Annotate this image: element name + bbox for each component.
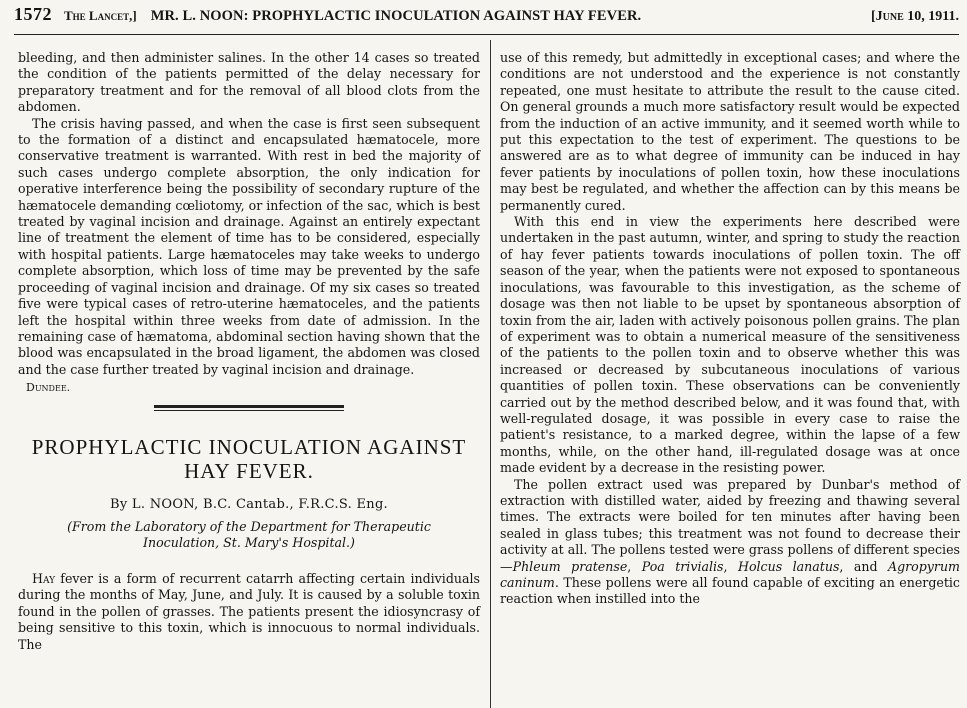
paragraph-text: . These pollens were all found capable of exciting an energetic reaction when instilled into the [500, 575, 960, 607]
intro-text: fever is a form of recurrent catarrh affecting certain individuals during the months of May, June, and July. It is caused by a soluble toxin found in the pollen of grasses. The patients present the idiosyncrasy of being sensitive to this toxin, which is innocuous to normal individuals. The [18, 570, 480, 652]
separator: , [627, 558, 642, 574]
affiliation-line: Inoculation, St. Mary's Hospital.) [143, 534, 355, 550]
paragraph: use of this remedy, but admittedly in exceptional cases; and where the conditions are not understood and the experience is not constantly repeated, one must hesitate to attribute the result to the cause cited. On general grounds a much more satisfactory result would be expected from the induction of an active immunity, and it seemed worth while to put this expectation to the test of experiment. The questions to be answered are as to what degree of immunity can be induced in hay fever patients by inoculations of pollen toxin, how these inoculations may best be regulated, and whether the affection can by this means be permanently cured. [500, 50, 960, 213]
section-separator [154, 405, 344, 411]
species-name: Poa trivialis [641, 558, 724, 574]
column-divider [490, 40, 491, 708]
intro-paragraph [18, 571, 480, 653]
affiliation [18, 519, 480, 551]
running-header [14, 4, 959, 34]
paragraph: With this end in view the experiments here described were undertaken in the past autumn, winter, and spring to study the reaction of hay fever patients towards inoculations of pollen toxin. The off season of the year, when the patients were not exposed to spontaneous inoculations, was favourable to this investigation, as the scheme of dosage was then not liable to be upset by spontaneous absorption of toxin from the air, laden with actively poisonous pollen grains. The plan of experiment was to obtain a numerical measure of the sensitiveness of the patients to the pollen toxin and to observe whether this was increased or decreased by subcutaneous inoculations of various quantities of pollen toxin. These observations can be conveniently carried out by the method described below, and it was found that, with well-regulated dosage, it was possible in every case to raise the patient's resistance, to a marked degree, within the lapse of a few months, while, on the other hand, ill-regulated dosage was at once made evident by a decrease in the resisting power. [500, 214, 960, 476]
paragraph: The crisis having passed, and when the case is first seen subsequent to the formation of a distinct and encapsulated hæmatocele, more conservative treatment is warranted. With rest in bed the majority of such cases undergo complete absorption, the only indication for operative interference being the possibility of secondary rupture of the hæmatocele demanding cœliotomy, or infection of the sac, which is best treated by vaginal incision and drainage. Against an entirely expectant line of treatment the element of time has to be considered, especially with hospital patients. Large hæmatoceles may take weeks to undergo complete absorption, which loss of time may be prevented by the safe proceeding of vaginal incision and drainage. Of my six cases so treated five were typical cases of retro-uterine hæmatoceles, and the patients left the hospital within three weeks from date of admission. In the remaining case of hæmatoma, abdominal section having shown that the blood was encapsulated in the broad ligament, the abdomen was closed and the case further treated by vaginal incision and drainage. [18, 115, 480, 377]
separator: , [723, 558, 738, 574]
running-title: MR. L. NOON: PROPHYLACTIC INOCULATION AGAINST HAY FEVER. [150, 8, 642, 24]
paragraph: bleeding, and then administer salines. In the other 14 cases so treated the condition of the patients permitted of the delay necessary for preparatory treatment and for the removal of all blood clots from the abdomen. [18, 50, 480, 115]
species-name: Holcus lanatus [737, 558, 840, 574]
paragraph-text: The pollen extract used was prepared by Dunbar's method of extraction with distilled water, aided by freezing and thawing several times. The extracts were boiled for ten minutes after having been sealed in glass tubes; this treatment was not found to decrease their activity at all. The pollens tested were grass pollens of different species— [500, 476, 960, 574]
left-column [18, 50, 480, 653]
intro-lead-word: Hay [32, 570, 56, 586]
affiliation-line: (From the Laboratory of the Department for Therapeutic [67, 518, 431, 534]
article-title-line: PROPHYLACTIC INOCULATION AGAINST [31, 434, 467, 459]
journal-name: The Lancet,] [64, 8, 137, 23]
issue-date: [June 10, 1911. [870, 9, 959, 24]
species-name: Agropyrum caninum [500, 558, 960, 590]
paragraph [500, 477, 960, 608]
separator: , and [839, 558, 888, 574]
right-column [500, 50, 960, 608]
species-name: Phleum pratense [512, 558, 628, 574]
header-rule [14, 34, 959, 35]
byline: By L. NOON, B.C. Cantab., F.R.C.S. Eng. [109, 496, 388, 512]
page-number: 1572 [14, 4, 52, 24]
article-title-line: HAY FEVER. [184, 458, 314, 483]
article-title [18, 435, 480, 483]
signoff-location: Dundee. [26, 381, 71, 395]
